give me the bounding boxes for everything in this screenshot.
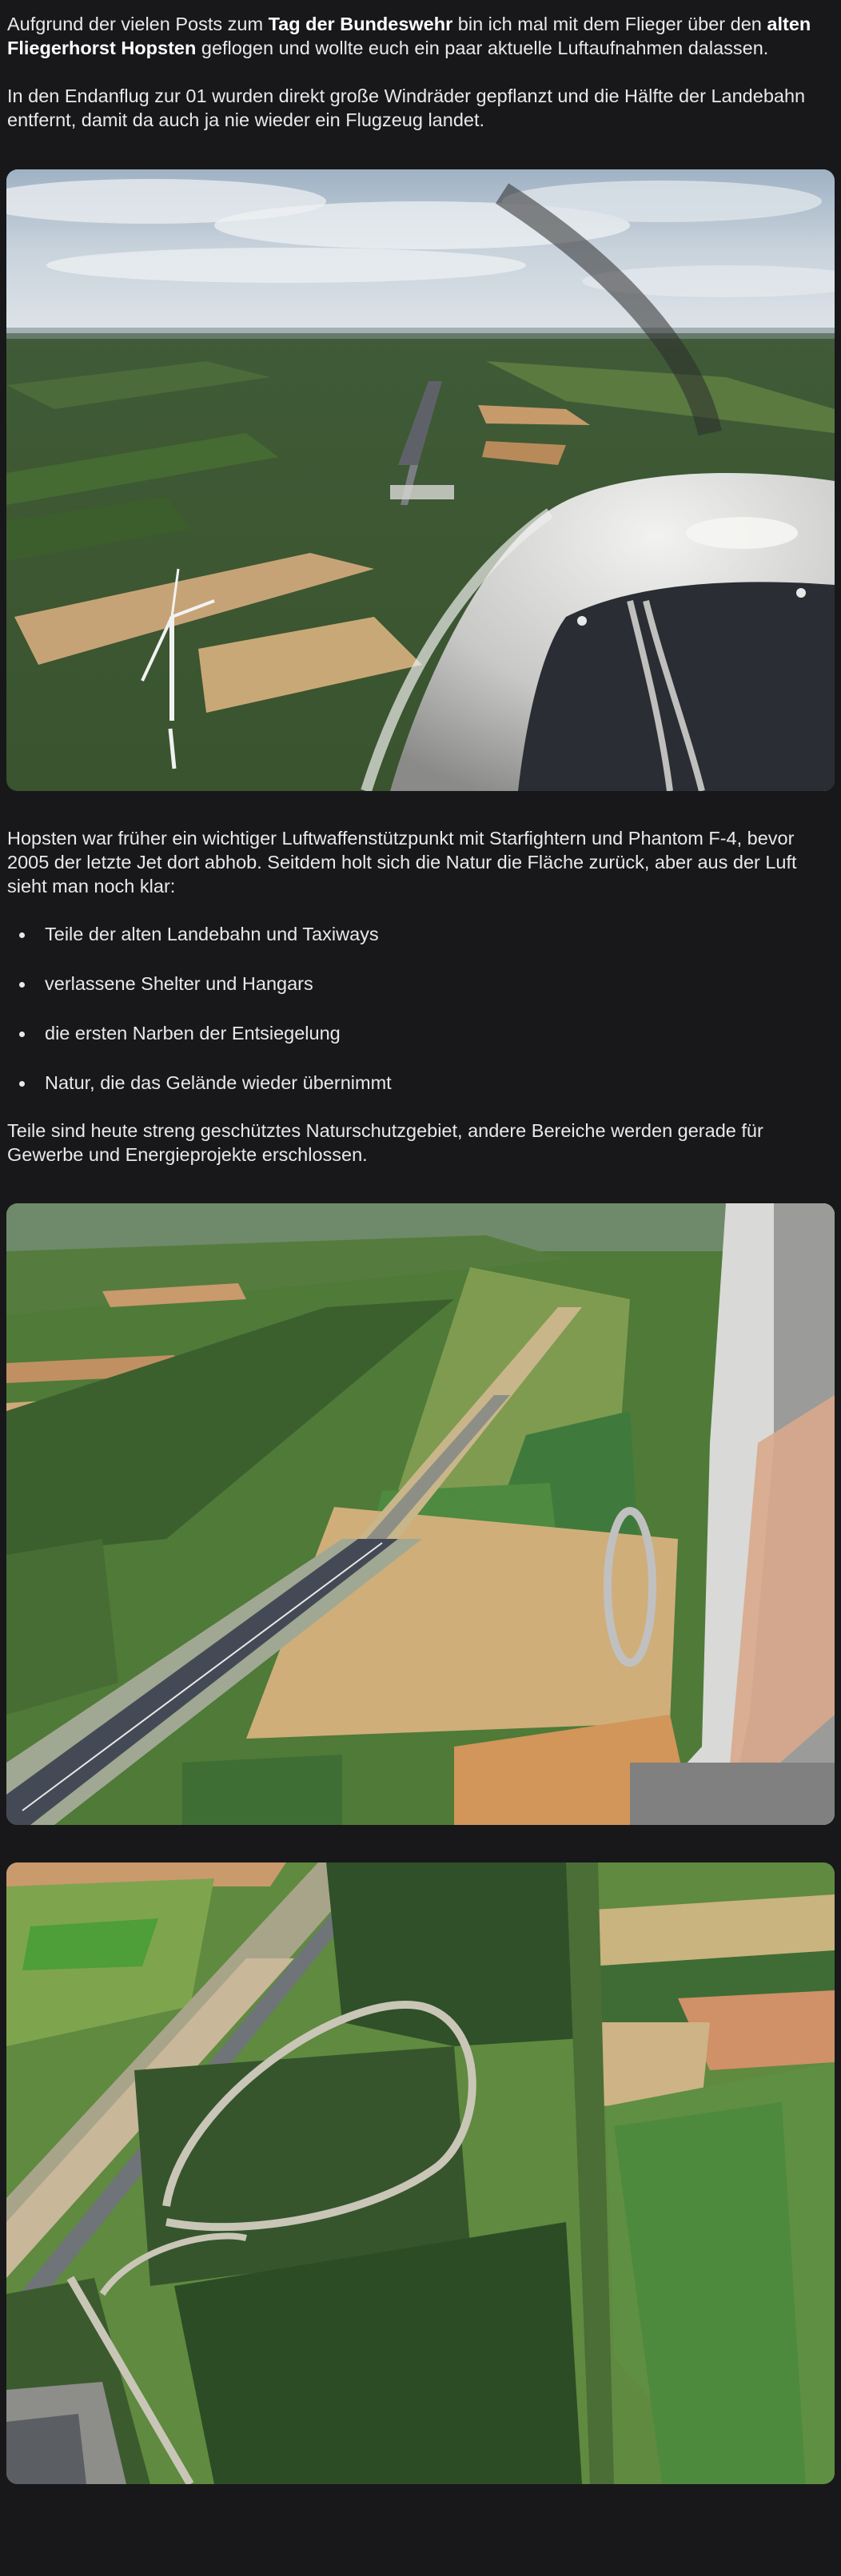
list-item	[7, 1021, 834, 1071]
bullet-icon	[19, 1032, 25, 1037]
bullet-icon	[19, 1081, 25, 1087]
paragraph-3: Hopsten war früher ein wichtiger Luftwaffenstützpunkt mit Starfightern und Phantom F-4, bevor 2005 der letzte Jet dort abhob. Seitdem holt sich die Natur die Fläche zurück, aber aus der Luft sieht man noch klar:	[7, 828, 797, 896]
bullet-icon	[19, 982, 25, 988]
feature-list	[7, 922, 834, 1119]
list-item-text: Teile der alten Landebahn und Taxiways	[45, 924, 379, 944]
intro-bold-1: Tag der Bundeswehr	[268, 14, 453, 34]
list-item	[7, 922, 834, 972]
paragraph-2: In den Endanflug zur 01 wurden direkt große Windräder gepflanzt und die Hälfte der Landebahn entfernt, damit da auch ja nie wieder ein Flugzeug landet.	[7, 85, 806, 130]
bullet-icon	[19, 932, 25, 938]
list-item-text: die ersten Narben der Entsiegelung	[45, 1023, 341, 1044]
aerial-photo-1[interactable]	[6, 169, 835, 791]
list-item-text: verlassene Shelter und Hangars	[45, 973, 313, 994]
intro-paragraph	[7, 12, 834, 60]
list-item	[7, 1071, 834, 1119]
list-item	[7, 972, 834, 1021]
intro-text-1: Aufgrund der vielen Posts zum	[7, 14, 269, 34]
paragraph-4: Teile sind heute streng geschütztes Naturschutzgebiet, andere Bereiche werden gerade für Gewerbe und Energieprojekte erschlossen.	[7, 1120, 763, 1165]
list-item-text: Natur, die das Gelände wieder übernimmt	[45, 1072, 392, 1093]
aerial-photo-3[interactable]	[6, 1862, 835, 2484]
intro-text-2: bin ich mal mit dem Flieger über den	[452, 14, 767, 34]
intro-text-3: geflogen und wollte euch ein paar aktuelle Luftaufnahmen dalassen.	[196, 38, 769, 58]
intro-bold-2: alten Fliegerhorst Hopsten	[7, 14, 811, 58]
aerial-photo-2[interactable]	[6, 1203, 835, 1825]
